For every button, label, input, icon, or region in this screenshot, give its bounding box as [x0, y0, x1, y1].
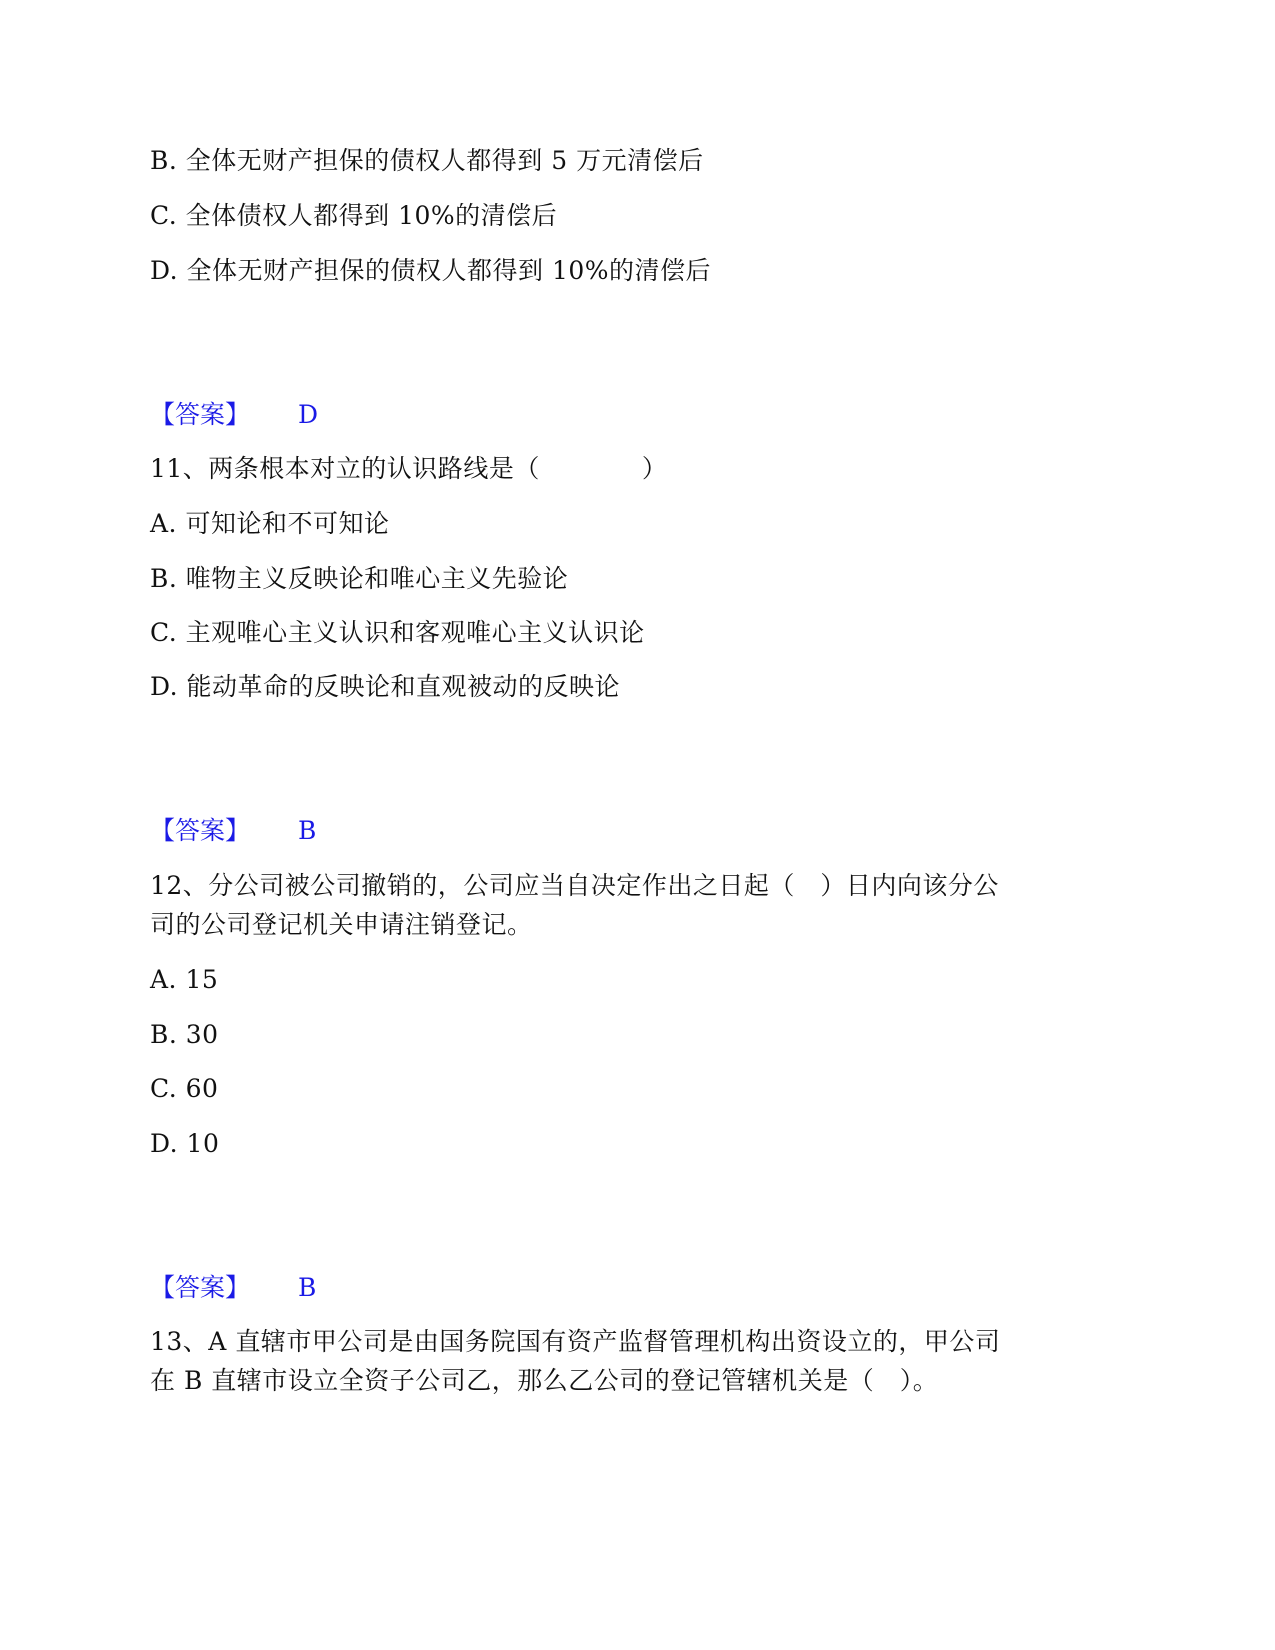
q11-option-d: D. 能动革命的反映论和直观被动的反映论	[150, 672, 621, 701]
q12-answer	[150, 1273, 316, 1303]
q12-option-d: D. 10	[150, 1129, 220, 1158]
q12-question-line-1: 12、分公司被公司撤销的，公司应当自决定作出之日起（ ）日内向该分公	[150, 871, 999, 900]
q11-option-a: A. 可知论和不可知论	[150, 509, 390, 538]
answer-label: 【答案】	[150, 400, 251, 429]
q10-answer	[150, 400, 318, 430]
q10-option-d: D. 全体无财产担保的债权人都得到 10%的清偿后	[150, 256, 712, 285]
answer-label: 【答案】	[150, 816, 251, 845]
answer-value: B	[298, 1273, 317, 1302]
q10-option-c: C. 全体债权人都得到 10%的清偿后	[150, 201, 558, 230]
answer-value: B	[298, 816, 317, 845]
q11-question: 11、两条根本对立的认识路线是（ ）	[150, 454, 668, 483]
q13-question-line-1: 13、A 直辖市甲公司是由国务院国有资产监督管理机构出资设立的，甲公司	[150, 1327, 1001, 1356]
q12-question-line-2: 司的公司登记机关申请注销登记。	[150, 910, 533, 939]
q10-option-b: B. 全体无财产担保的债权人都得到 5 万元清偿后	[150, 146, 704, 175]
answer-value: D	[298, 400, 319, 429]
q12-option-c: C. 60	[150, 1074, 219, 1103]
q11-option-c: C. 主观唯心主义认识和客观唯心主义认识论	[150, 618, 645, 647]
q11-option-b: B. 唯物主义反映论和唯心主义先验论	[150, 564, 569, 593]
q13-question-line-2: 在 B 直辖市设立全资子公司乙，那么乙公司的登记管辖机关是（ ）。	[150, 1366, 939, 1395]
q12-option-b: B. 30	[150, 1020, 219, 1049]
q11-answer	[150, 816, 316, 846]
q12-option-a: A. 15	[150, 965, 219, 994]
answer-label: 【答案】	[150, 1273, 251, 1302]
